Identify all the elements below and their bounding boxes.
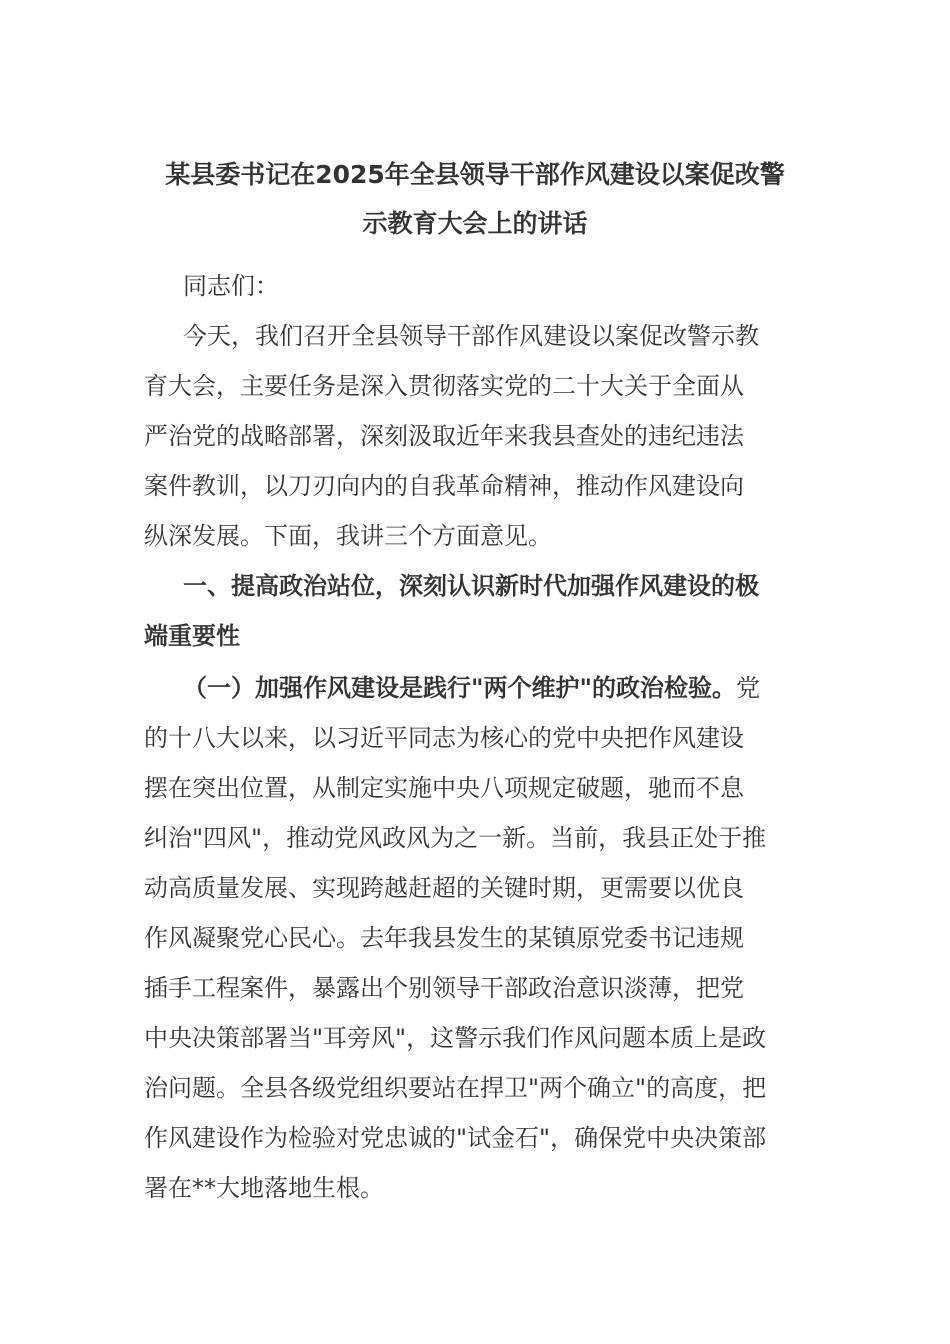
subsection-1-line-5: 动高质量发展、实现跨越赶超的关键时期，更需要以优良 [144, 874, 744, 902]
document-title-line-2: 示教育大会上的讲话 [362, 209, 588, 238]
subsection-1-line-11: 署在**大地落地生根。 [144, 1174, 384, 1202]
section-1-heading-line-2: 端重要性 [144, 622, 240, 650]
intro-line-5: 纵深发展。下面，我讲三个方面意见。 [144, 522, 552, 550]
document-title-line-1: 某县委书记在2025年全县领导干部作风建设以案促改警 [165, 160, 785, 189]
subsection-1-line-4: 纠治"四风"，推动党风政风为之一新。当前，我县正处于推 [144, 824, 767, 852]
intro-line-4: 案件教训，以刀刃向内的自我革命精神，推动作风建设向 [144, 472, 744, 500]
subsection-1-heading: （一）加强作风建设是践行"两个维护"的政治检验。 [183, 674, 737, 702]
intro-line-3: 严治党的战略部署，深刻汲取近年来我县查处的违纪违法 [144, 422, 744, 450]
subsection-1-line-6: 作风凝聚党心民心。去年我县发生的某镇原党委书记违规 [144, 924, 744, 952]
section-1-heading-line-1: 一、提高政治站位，深刻认识新时代加强作风建设的极 [183, 572, 759, 600]
subsection-1-line-8: 中央决策部署当"耳旁风"，这警示我们作风问题本质上是政 [144, 1024, 767, 1052]
subsection-1-line-9: 治问题。全县各级党组织要站在捍卫"两个确立"的高度，把 [144, 1074, 767, 1102]
intro-line-1: 今天，我们召开全县领导干部作风建设以案促改警示教 [183, 322, 759, 350]
subsection-1-lead-text: 党 [736, 674, 761, 702]
intro-line-2: 育大会，主要任务是深入贯彻落实党的二十大关于全面从 [144, 372, 744, 400]
subsection-1-line-7: 插手工程案件，暴露出个别领导干部政治意识淡薄，把党 [144, 974, 744, 1002]
salutation: 同志们： [183, 272, 279, 300]
subsection-1-line-2: 的十八大以来，以习近平同志为核心的党中央把作风建设 [144, 724, 744, 752]
subsection-1-line-10: 作风建设作为检验对党忠诚的"试金石"，确保党中央决策部 [144, 1124, 767, 1152]
subsection-1-line-3: 摆在突出位置，从制定实施中央八项规定破题，驰而不息 [144, 774, 744, 802]
subsection-1-first-line [183, 673, 760, 703]
